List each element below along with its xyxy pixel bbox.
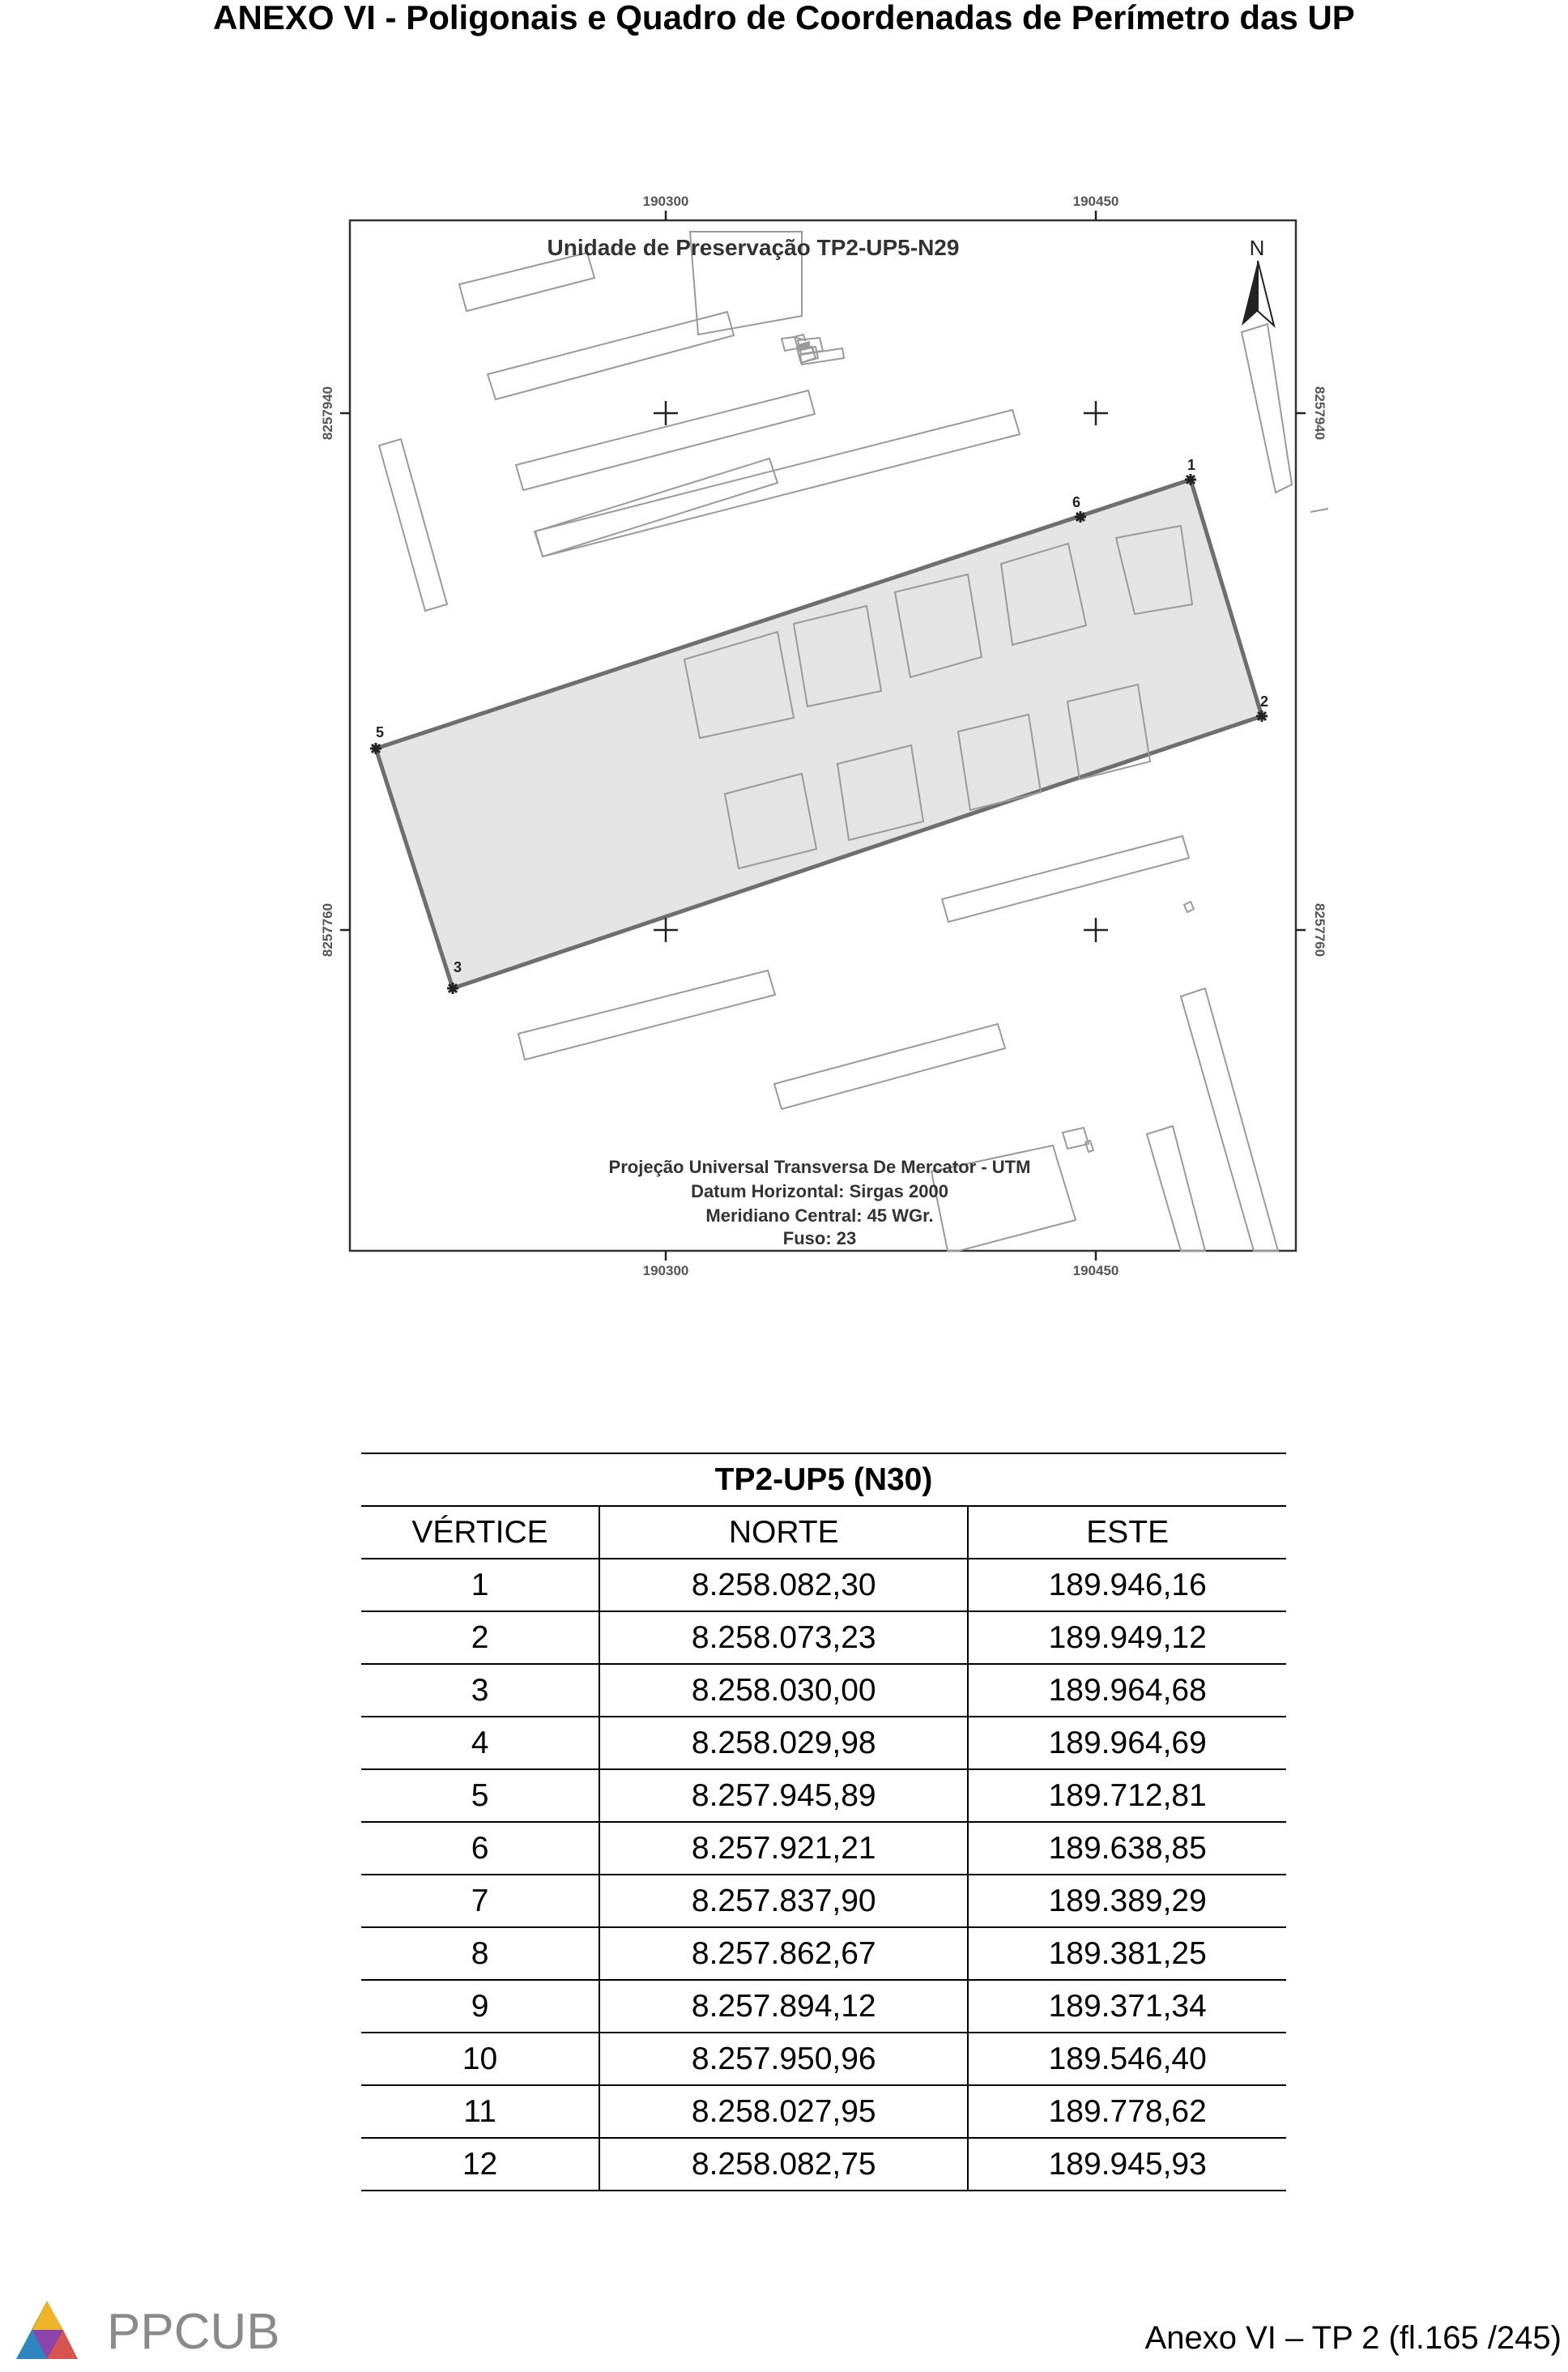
- coordinates-table: [361, 1453, 1286, 2191]
- norte-cell: 8.257.950,96: [599, 2033, 968, 2085]
- norte-cell: 8.258.030,00: [599, 1664, 968, 1717]
- header-vertice: VÉRTICE: [361, 1506, 599, 1559]
- este-cell: 189.964,68: [968, 1664, 1286, 1717]
- vertex-cell: 2: [361, 1611, 599, 1664]
- norte-cell: 8.257.945,89: [599, 1769, 968, 1822]
- este-cell: 189.546,40: [968, 2033, 1286, 2085]
- vertex-marker: [1075, 511, 1086, 523]
- inner-building: [1310, 500, 1328, 512]
- table-row: [361, 1980, 1286, 2033]
- map-title: Unidade de Preservação TP2-UP5-N29: [547, 235, 960, 260]
- table-body: [361, 1559, 1286, 2191]
- vertex-marker: [1185, 474, 1196, 485]
- norte-cell: 8.257.894,12: [599, 1980, 968, 2033]
- vertex-label-3: 3: [454, 959, 462, 975]
- table-row: [361, 1717, 1286, 1769]
- x-tick-top-1: 190300: [642, 194, 689, 209]
- table-row: [361, 2033, 1286, 2085]
- page-title: ANEXO VI - Poligonais e Quadro de Coordenadas de Perímetro das UP: [213, 0, 1355, 36]
- norte-cell: 8.258.082,30: [599, 1559, 968, 1611]
- north-label: N: [1249, 236, 1265, 260]
- vertex-cell: 8: [361, 1927, 599, 1980]
- vertex-marker: [370, 743, 381, 754]
- vertex-marker: [1256, 710, 1268, 722]
- vertex-cell: 9: [361, 1980, 599, 2033]
- preservation-unit-map: [308, 186, 1328, 1304]
- table-header-row: [361, 1506, 1286, 1559]
- este-cell: 189.949,12: [968, 1611, 1286, 1664]
- este-cell: 189.389,29: [968, 1875, 1286, 1927]
- este-cell: 189.371,34: [968, 1980, 1286, 2033]
- table-row: [361, 1664, 1286, 1717]
- este-cell: 189.964,69: [968, 1717, 1286, 1769]
- y-tick-right-2: 8257760: [1312, 902, 1327, 958]
- table-row: [361, 1769, 1286, 1822]
- norte-cell: 8.257.921,21: [599, 1822, 968, 1875]
- vertex-cell: 12: [361, 2138, 599, 2191]
- y-tick-left-1: 8257940: [320, 386, 335, 441]
- table-row: [361, 2085, 1286, 2138]
- vertex-cell: 5: [361, 1769, 599, 1822]
- map-info-line-2: Datum Horizontal: Sirgas 2000: [691, 1181, 948, 1201]
- x-tick-top-2: 190450: [1072, 194, 1119, 209]
- vertex-cell: 11: [361, 2085, 599, 2138]
- norte-cell: 8.258.073,23: [599, 1611, 968, 1664]
- este-cell: 189.712,81: [968, 1769, 1286, 1822]
- este-cell: 189.638,85: [968, 1822, 1286, 1875]
- este-cell: 189.945,93: [968, 2138, 1286, 2191]
- vertex-label-6: 6: [1072, 494, 1081, 510]
- table-title: TP2-UP5 (N30): [361, 1453, 1286, 1506]
- header-este: ESTE: [968, 1506, 1286, 1559]
- vertex-label-2: 2: [1260, 693, 1269, 710]
- table-row: [361, 1822, 1286, 1875]
- vertex-cell: 4: [361, 1717, 599, 1769]
- norte-cell: 8.257.837,90: [599, 1875, 968, 1927]
- y-tick-right-1: 8257940: [1312, 386, 1327, 441]
- table-title-row: [361, 1453, 1286, 1506]
- vertex-cell: 7: [361, 1875, 599, 1927]
- este-cell: 189.778,62: [968, 2085, 1286, 2138]
- norte-cell: 8.257.862,67: [599, 1927, 968, 1980]
- norte-cell: 8.258.029,98: [599, 1717, 968, 1769]
- vertex-cell: 6: [361, 1822, 599, 1875]
- este-cell: 189.381,25: [968, 1927, 1286, 1980]
- map-info-line-1: Projeção Universal Transversa De Mercator - UTM: [608, 1157, 1031, 1177]
- vertex-label-5: 5: [376, 724, 385, 740]
- table-row: [361, 1875, 1286, 1927]
- header-norte: NORTE: [599, 1506, 968, 1559]
- y-tick-left-2: 8257760: [320, 902, 335, 958]
- table-row: [361, 1611, 1286, 1664]
- map-info-line-4: Fuso: 23: [782, 1228, 857, 1248]
- x-tick-bottom-1: 190300: [642, 1263, 689, 1278]
- vertex-cell: 1: [361, 1559, 599, 1611]
- footer-page-number: Anexo VI – TP 2 (fl.165 /245): [1144, 2320, 1562, 2356]
- vertex-cell: 3: [361, 1664, 599, 1717]
- vertex-marker: [447, 983, 458, 994]
- table-row: [361, 2138, 1286, 2191]
- map-info-line-3: Meridiano Central: 45 WGr.: [705, 1205, 934, 1226]
- footer-brand: PPCUB: [107, 2304, 280, 2360]
- ppcub-logo-icon: [15, 2297, 79, 2362]
- vertex-cell: 10: [361, 2033, 599, 2085]
- x-tick-bottom-2: 190450: [1072, 1263, 1119, 1278]
- este-cell: 189.946,16: [968, 1559, 1286, 1611]
- table-row: [361, 1927, 1286, 1980]
- norte-cell: 8.258.027,95: [599, 2085, 968, 2138]
- table-row: [361, 1559, 1286, 1611]
- vertex-label-1: 1: [1187, 457, 1196, 473]
- norte-cell: 8.258.082,75: [599, 2138, 968, 2191]
